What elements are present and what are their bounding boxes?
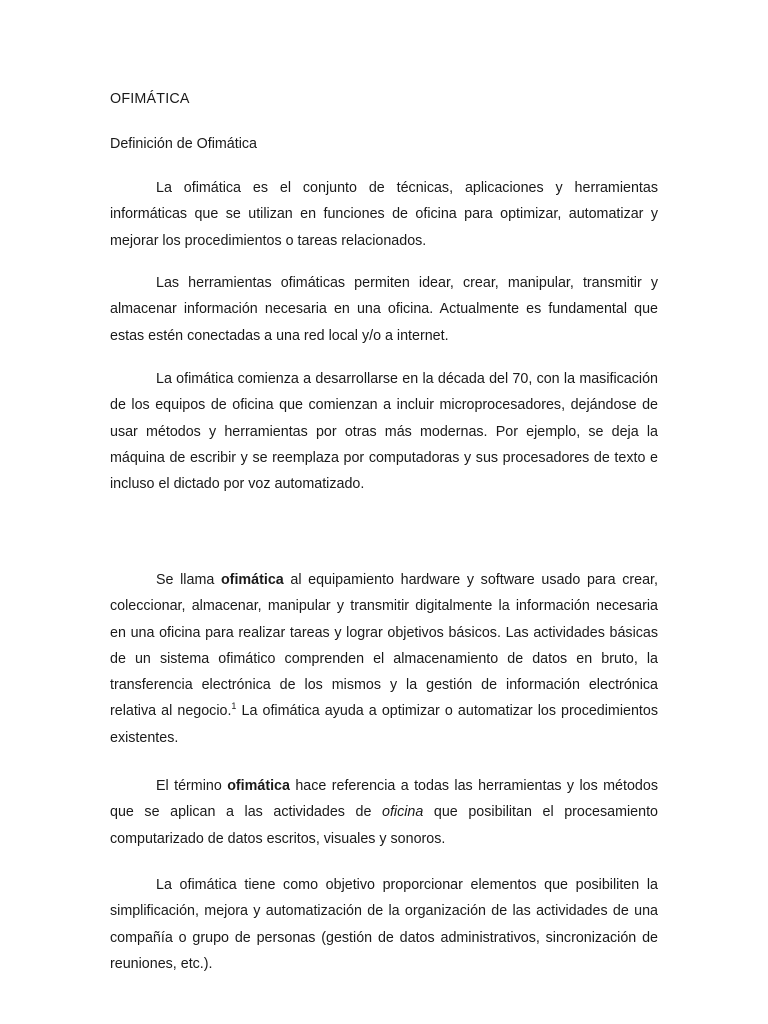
paragraph-equipment [110,567,658,751]
paragraph-text: que posibilitan el procesamiento computarizado de datos escritos, visuales y sonoros. [110,804,658,847]
section-heading: Definición de Ofimática [110,136,258,152]
paragraph-text: El término [156,778,228,794]
paragraph-definition: La ofimática es el conjunto de técnicas, aplicaciones y herramientas informáticas que se utilizan en funciones de oficina para optimizar, automatizar y mejorar los procedimientos o tareas relacionados. [110,180,658,249]
paragraph-tools: Las herramientas ofimáticas permiten idear, crear, manipular, transmitir y almacenar información necesaria en una oficina. Actualmente es fundamental que estas estén conectadas a una red local y/o a internet. [110,275,658,344]
document-title: OFIMÁTICA [110,91,190,107]
bold-term: ofimática [220,572,284,588]
italic-term: oficina [382,804,424,821]
paragraph-text: al equipamiento hardware y software usado para crear, coleccionar, almacenar, manipular y transmitir digitalmente la información necesaria en una oficina para realizar tareas y lograr objetivos básicos. Las actividades básicas de un sistema ofimático comprenden el almacenamiento de datos en bruto, la transferencia electrónica de los mismos y la gestión de información electrónica relativa al negocio. [110,572,658,720]
paragraph-term [110,773,658,852]
paragraph-text: La ofimática ayuda a optimizar o automatizar los procedimientos existentes. [110,703,658,746]
bold-term: ofimática [227,778,290,794]
footnote-marker: 1 [231,701,237,712]
paragraph-text: hace referencia a todas las herramientas y los métodos que se aplican a las actividades de [110,778,658,821]
paragraph-history: La ofimática comienza a desarrollarse en la década del 70, con la masificación de los equipos de oficina que comienzan a incluir microprocesadores, dejándose de usar métodos y herramientas por otras más modernas. Por ejemplo, se deja la máquina de escribir y se reemplaza por computadoras y sus procesadores de texto e incluso el dictado por voz automatizado. [110,371,658,493]
paragraph-objective: La ofimática tiene como objetivo proporcionar elementos que posibiliten la simplificación, mejora y automatización de la organización de las actividades de una compañía o grupo de personas (gestión de datos administrativos, sincronización de reuniones, etc.). [110,877,658,972]
paragraph-text: Se llama [156,572,221,588]
